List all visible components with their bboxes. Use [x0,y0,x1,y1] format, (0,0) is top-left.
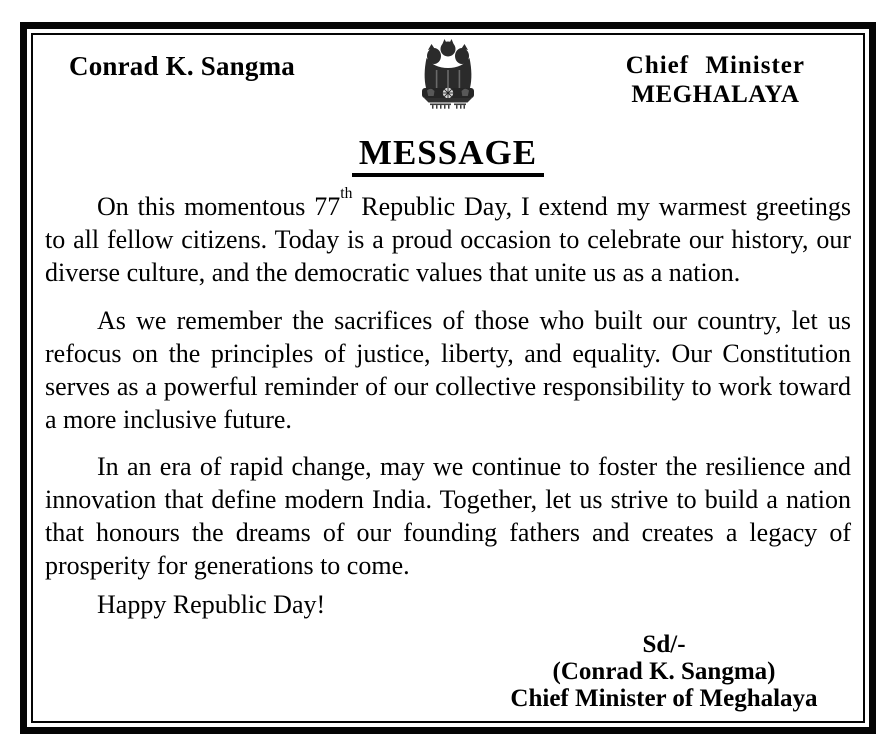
paragraph-3: In an era of rapid change, may we continue to foster the resilience and innovation that define modern India. Together, let us strive to build a nation that honours the dreams of our founding fathers and creates a legacy of prosperity for generations to come. [45,451,851,580]
signature-block [499,631,829,712]
office-title: Chief Minister [625,52,805,79]
office-designation [626,51,805,109]
emblem-motto-satyameva-jayate [430,104,466,109]
author-name: Conrad K. Sangma [69,51,295,81]
signature-sd: Sd/- [642,630,686,658]
message-title: MESSAGE [352,135,544,177]
signature-title: Chief Minister of Meghalaya [510,684,818,712]
paragraph-2: As we remember the sacrifices of those who built our country, let us refocus on the principles of justice, liberty, and equality. Our Constitution serves as a powerful reminder of our collective responsibility to work toward a more inclusive future. [45,305,851,434]
outer-border-frame [20,22,876,734]
document-header [45,41,851,125]
lion-capital-graphic [413,37,483,111]
office-state: MEGHALAYA [631,81,800,108]
emblem-dharma-chakra [443,88,453,98]
inner-border-frame [31,33,865,723]
emblem-base [424,98,472,103]
message-title-wrap [45,135,851,177]
state-emblem-of-india-icon [413,37,483,111]
p1-ordinal-suffix: th [340,185,353,203]
paragraph-1 [45,185,851,289]
p1-text-end: Republic Day, I extend my warmest greetings to all fellow citizens. Today is a proud occasion to celebrate our history, our diverse culture, and the democratic values that unite us as a nation. [45,191,851,287]
signature-name: (Conrad K. Sangma) [552,657,776,685]
p1-text-start: On this momentous 77 [97,191,341,221]
closing-line: Happy Republic Day! [97,589,326,619]
